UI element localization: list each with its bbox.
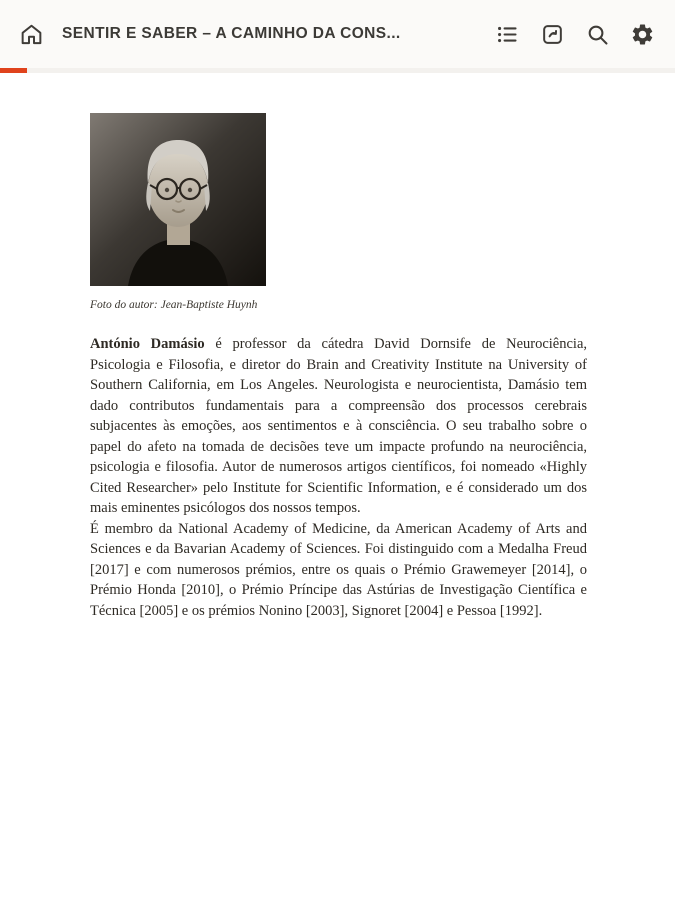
pages-jump-icon xyxy=(540,22,565,47)
search-icon xyxy=(585,22,610,47)
author-bio xyxy=(90,334,587,621)
table-of-contents-icon xyxy=(495,22,520,47)
contents-button[interactable] xyxy=(490,17,524,51)
book-title: SENTIR E SABER – A CAMINHO DA CONS... xyxy=(62,25,401,42)
bio-paragraph-1-text: é professor da cátedra David Dornsife de Neurociência, Psicologia e Filosofia, e diretor do Brain and Creativity Institute na University of Southern California, em Los Angeles. Neurologista e neurocientista, Damásio tem dado contributos fundamentais para a compreensão dos processos cerebrais subjacentes às emoções, aos sentimentos e à consciência. O seu trabalho sobre o papel do afeto na tomada de decisões teve um impacte profundo na neurociência, psicologia e filosofia. Autor de numerosos artigos científicos, foi nomeado «Highly Cited Researcher» pelo Institute for Scientific Information, e é considerado um dos mais eminentes psicólogos dos nossos tempos. xyxy=(90,336,588,516)
pages-jump-button[interactable] xyxy=(535,17,569,51)
bio-paragraph-1 xyxy=(90,334,587,519)
settings-gear-icon xyxy=(630,22,655,47)
bio-paragraph-2: É membro da National Academy of Medicine, da American Academy of Arts and Sciences e da Bavarian Academy of Sciences. Foi distinguido com a Medalha Freud [2017] e com numerosos prémios, entre os quais o Prémio Grawemeyer [2014], o Prémio Honda [2010], o Prémio Príncipe das Astúrias de Investigação Científica e Técnica [2005] e os prémios Nonino [2003], Signoret [2004] e Pessoa [1992]. xyxy=(90,520,587,619)
author-name: António Damásio xyxy=(90,336,205,352)
home-button[interactable] xyxy=(14,17,48,51)
search-button[interactable] xyxy=(580,17,614,51)
reading-progress-bar[interactable] xyxy=(0,68,675,73)
author-portrait-photo xyxy=(90,113,266,286)
photo-caption: Foto do autor: Jean-Baptiste Huynh xyxy=(90,299,258,311)
reader-top-bar xyxy=(0,0,675,68)
book-page[interactable] xyxy=(0,73,675,621)
reading-progress-fill xyxy=(0,68,27,73)
top-bar-actions xyxy=(490,17,659,51)
home-icon xyxy=(19,22,44,47)
settings-button[interactable] xyxy=(625,17,659,51)
